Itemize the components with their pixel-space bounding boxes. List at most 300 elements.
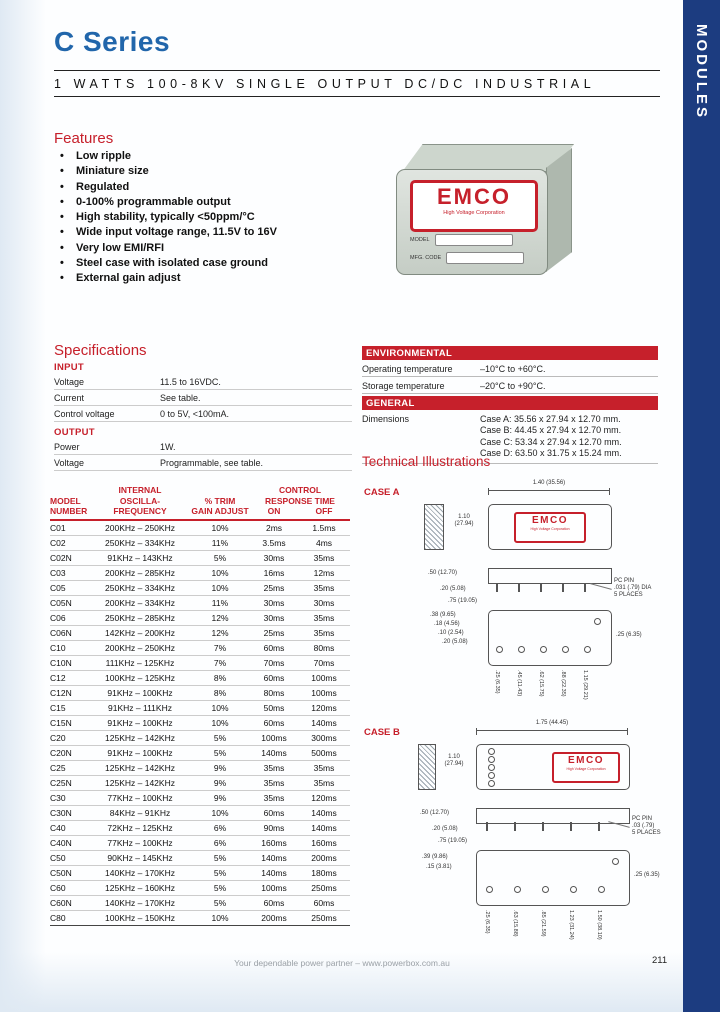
- cell-trim: 11%: [190, 595, 250, 610]
- emco-logo: [514, 512, 586, 543]
- dimensions-values: [480, 414, 622, 460]
- table-row: [50, 565, 350, 580]
- model-field-row: [410, 234, 513, 246]
- cell-frequency: 100KHz – 125KHz: [90, 670, 190, 685]
- pin-circle: [594, 618, 601, 625]
- cell-on: 140ms: [250, 850, 298, 865]
- table-row: [50, 880, 350, 895]
- brand-tagline: High Voltage Corporation: [443, 210, 505, 216]
- cell-model: C15N: [50, 715, 90, 730]
- dim-label: .75 (19.05): [438, 838, 468, 844]
- cell-frequency: 125KHz – 142KHz: [90, 760, 190, 775]
- end-view: [418, 744, 436, 790]
- features-heading: Features: [54, 130, 114, 147]
- table-row: [50, 670, 350, 685]
- cell-on: 70ms: [250, 655, 298, 670]
- cell-off: 35ms: [298, 610, 350, 625]
- cell-trim: 8%: [190, 685, 250, 700]
- cell-off: 35ms: [298, 760, 350, 775]
- pin-circle: [488, 780, 495, 787]
- product-box-side-face: [546, 148, 572, 272]
- pitch-dim-label: .45 (11.43): [516, 670, 522, 697]
- pitch-dim-label: .88 (22.35): [560, 670, 566, 697]
- dim-label: PC PIN: [632, 816, 653, 822]
- pitch-dim-label: .62 (15.75): [538, 670, 544, 697]
- cell-on: 60ms: [250, 640, 298, 655]
- pin-lead: [562, 583, 564, 592]
- table-row: [50, 760, 350, 775]
- table-row: [50, 520, 350, 536]
- dim-label: 1.75 (44.45): [535, 720, 569, 726]
- cell-trim: 8%: [190, 670, 250, 685]
- cell-on: 90ms: [250, 820, 298, 835]
- cell-off: 4ms: [298, 535, 350, 550]
- pin-lead: [496, 583, 498, 592]
- cell-off: 500ms: [298, 745, 350, 760]
- pin-lead: [584, 583, 586, 592]
- dim-label: .18 (4.56): [434, 621, 460, 627]
- header-cell: RESPONSE TIME: [265, 495, 335, 506]
- pitch-dim-label: .85 (21.59): [540, 910, 546, 937]
- model-table-header: [50, 485, 350, 520]
- cell-model: C20N: [50, 745, 90, 760]
- cell-off: 120ms: [298, 700, 350, 715]
- dim-label: 1.10 (27.94): [444, 754, 464, 767]
- cell-off: 12ms: [298, 565, 350, 580]
- dim-label: .20 (5.08): [440, 586, 466, 592]
- cell-frequency: 111KHz – 125KHz: [90, 655, 190, 670]
- cell-off: 140ms: [298, 805, 350, 820]
- cell-frequency: 250KHz – 334KHz: [90, 580, 190, 595]
- cell-model: C02N: [50, 550, 90, 565]
- cell-trim: 11%: [190, 535, 250, 550]
- dim-label: .15 (3.81): [426, 864, 452, 870]
- cell-trim: 10%: [190, 700, 250, 715]
- header-cell: INTERNAL: [118, 485, 162, 495]
- case-a-label: CASE A: [364, 487, 400, 498]
- cell-on: 25ms: [250, 580, 298, 595]
- cell-on: 60ms: [250, 805, 298, 820]
- spec-row: [54, 455, 352, 471]
- cell-off: 100ms: [298, 685, 350, 700]
- mfg-code-field-row: [410, 252, 524, 264]
- cell-trim: 10%: [190, 910, 250, 925]
- cell-frequency: 200KHz – 285KHz: [90, 565, 190, 580]
- pin-circle: [540, 646, 547, 653]
- cell-frequency: 125KHz – 142KHz: [90, 730, 190, 745]
- header-cell: [190, 485, 250, 496]
- spec-label: Voltage: [54, 377, 85, 387]
- table-row: [50, 865, 350, 880]
- cell-on: 25ms: [250, 625, 298, 640]
- cell-on: 140ms: [250, 865, 298, 880]
- cell-on: 30ms: [250, 595, 298, 610]
- cell-frequency: 142KHz – 200KHz: [90, 625, 190, 640]
- cell-on: 30ms: [250, 610, 298, 625]
- table-row: [50, 850, 350, 865]
- cell-off: 250ms: [298, 880, 350, 895]
- header-cell: OSCILLA-: [119, 495, 161, 506]
- cell-trim: 6%: [190, 820, 250, 835]
- pin-circle: [584, 646, 591, 653]
- cell-off: 200ms: [298, 850, 350, 865]
- spec-value: See table.: [160, 393, 201, 403]
- cell-on: 60ms: [250, 895, 298, 910]
- pin-circle: [486, 886, 493, 893]
- cell-on: 100ms: [250, 730, 298, 745]
- emco-logo-panel: [410, 180, 538, 232]
- table-row: [50, 910, 350, 925]
- cell-on: 200ms: [250, 910, 298, 925]
- dim-label: .031 (.79) DIA: [614, 585, 652, 591]
- leader-line: [590, 583, 612, 590]
- dimensions-label: Dimensions: [362, 413, 410, 424]
- dim-label: 1.40 (35.56): [532, 480, 566, 486]
- case-a-drawing: [416, 480, 668, 720]
- cell-frequency: 91KHz – 143KHz: [90, 550, 190, 565]
- product-box-front-face: [396, 169, 548, 275]
- brand-tagline: High Voltage Corporation: [530, 527, 570, 531]
- header-cell: FREQUENCY: [90, 506, 190, 520]
- cell-on: 160ms: [250, 835, 298, 850]
- cell-model: C25N: [50, 775, 90, 790]
- model-field-box: [435, 234, 513, 246]
- cell-model: C06: [50, 610, 90, 625]
- cell-off: 1.5ms: [298, 520, 350, 536]
- spec-value: 11.5 to 16VDC.: [160, 377, 221, 387]
- features-list: [58, 149, 277, 287]
- header-cell: [50, 485, 90, 496]
- dimension-line-text: Case D: 63.50 x 31.75 x 15.24 mm.: [480, 448, 622, 458]
- cell-trim: 7%: [190, 640, 250, 655]
- side-view: [488, 568, 612, 584]
- pin-circle: [562, 646, 569, 653]
- cell-model: C10N: [50, 655, 90, 670]
- mfg-code-label: MFG. CODE: [410, 255, 442, 261]
- cell-on: 100ms: [250, 880, 298, 895]
- cell-frequency: 140KHz – 170KHz: [90, 865, 190, 880]
- pin-lead: [542, 822, 544, 831]
- feature-item: • Very low EMI/RFI: [58, 241, 277, 256]
- cell-frequency: 91KHz – 100KHz: [90, 685, 190, 700]
- cell-model: C40N: [50, 835, 90, 850]
- dim-label: PC PIN: [614, 578, 635, 584]
- pin-lead: [518, 583, 520, 592]
- table-row: [50, 895, 350, 910]
- bottom-view: [476, 850, 630, 906]
- pin-lead: [514, 822, 516, 831]
- dim-label: .38 (9.65): [430, 612, 456, 618]
- dim-label: .50 (12.70): [420, 810, 450, 816]
- cell-frequency: 77KHz – 100KHz: [90, 835, 190, 850]
- cell-off: 35ms: [298, 580, 350, 595]
- cell-model: C12: [50, 670, 90, 685]
- pin-lead: [486, 822, 488, 831]
- technical-illustrations-heading: Technical Illustrations: [362, 454, 491, 469]
- side-tab: [683, 0, 720, 1012]
- dim-label: 5 PLACES: [632, 830, 661, 836]
- cell-frequency: 91KHz – 111KHz: [90, 700, 190, 715]
- cell-model: C50: [50, 850, 90, 865]
- feature-item: • Low ripple: [58, 149, 277, 164]
- end-view: [424, 504, 444, 550]
- cell-trim: 10%: [190, 715, 250, 730]
- cell-frequency: 77KHz – 100KHz: [90, 790, 190, 805]
- dimension-line-text: Case A: 35.56 x 27.94 x 12.70 mm.: [480, 413, 621, 424]
- cell-on: 35ms: [250, 790, 298, 805]
- cell-model: C30: [50, 790, 90, 805]
- spec-row: [54, 374, 352, 390]
- spec-label: Current: [54, 393, 85, 403]
- table-row: [50, 655, 350, 670]
- pitch-dim-label: 1.50 (38.10): [596, 910, 602, 940]
- spec-value: 1W.: [160, 442, 176, 452]
- cell-model: C02: [50, 535, 90, 550]
- header-cell: NUMBER: [50, 506, 90, 520]
- cell-trim: 6%: [190, 835, 250, 850]
- cell-model: C05: [50, 580, 90, 595]
- cell-frequency: 200KHz – 250KHz: [90, 640, 190, 655]
- header-cell: CONTROL: [278, 485, 322, 495]
- cell-off: 35ms: [298, 775, 350, 790]
- cell-trim: 5%: [190, 550, 250, 565]
- env-row: [362, 377, 658, 394]
- cell-frequency: 84KHz – 91KHz: [90, 805, 190, 820]
- environmental-heading: ENVIRONMENTAL: [362, 346, 658, 360]
- cell-model: C50N: [50, 865, 90, 880]
- cell-trim: 5%: [190, 850, 250, 865]
- pin-circle: [514, 886, 521, 893]
- output-subheading: OUTPUT: [54, 427, 95, 438]
- environmental-general-block: [362, 346, 658, 464]
- dim-label: .03 (.79): [632, 823, 655, 829]
- emco-logo: [552, 752, 620, 783]
- cell-trim: 5%: [190, 895, 250, 910]
- table-row: [50, 700, 350, 715]
- table-row: [50, 790, 350, 805]
- dim-label: .20 (5.08): [432, 826, 458, 832]
- dim-label: .10 (2.54): [438, 630, 464, 636]
- cell-off: 70ms: [298, 655, 350, 670]
- cell-off: 140ms: [298, 715, 350, 730]
- cell-model: C06N: [50, 625, 90, 640]
- mfg-code-field-box: [446, 252, 524, 264]
- cell-model: C12N: [50, 685, 90, 700]
- model-table: [50, 485, 350, 926]
- table-row: [50, 595, 350, 610]
- dim-label: .25 (6.35): [634, 872, 660, 878]
- feature-item: • Miniature size: [58, 164, 277, 179]
- table-row: [50, 775, 350, 790]
- cell-on: 60ms: [250, 715, 298, 730]
- table-row: [50, 685, 350, 700]
- feature-item: • Steel case with isolated case ground: [58, 256, 277, 271]
- cell-on: 35ms: [250, 760, 298, 775]
- cell-off: 60ms: [298, 895, 350, 910]
- cell-trim: 10%: [190, 805, 250, 820]
- cell-off: 120ms: [298, 790, 350, 805]
- brand-tagline: High Voltage Corporation: [566, 767, 606, 771]
- pin-circle: [598, 886, 605, 893]
- pin-circle: [570, 886, 577, 893]
- pin-circle: [488, 764, 495, 771]
- cell-model: C01: [50, 520, 90, 536]
- product-image: [396, 142, 580, 294]
- brand-name: EMCO: [532, 515, 568, 526]
- cell-on: 60ms: [250, 670, 298, 685]
- table-row: [50, 535, 350, 550]
- footer-text: Your dependable power partner – www.powerbox.com.au: [234, 958, 450, 968]
- cell-frequency: 125KHz – 142KHz: [90, 775, 190, 790]
- brand-name: EMCO: [437, 184, 511, 209]
- feature-item: • External gain adjust: [58, 271, 277, 286]
- cell-frequency: 90KHz – 145KHz: [90, 850, 190, 865]
- cell-on: 16ms: [250, 565, 298, 580]
- cell-model: C15: [50, 700, 90, 715]
- cell-trim: 9%: [190, 760, 250, 775]
- general-heading: GENERAL: [362, 396, 658, 410]
- table-row: [50, 730, 350, 745]
- table-row: [50, 550, 350, 565]
- spec-label: Power: [54, 442, 80, 452]
- cell-on: 80ms: [250, 685, 298, 700]
- page-title: C Series: [54, 26, 171, 57]
- model-table-body: [50, 520, 350, 926]
- cell-model: C10: [50, 640, 90, 655]
- table-row: [50, 805, 350, 820]
- pitch-dim-label: .63 (15.88): [512, 910, 518, 937]
- table-row: [50, 745, 350, 760]
- cell-model: C25: [50, 760, 90, 775]
- header-cell: MODEL: [50, 495, 81, 506]
- cell-off: 180ms: [298, 865, 350, 880]
- cell-frequency: 200KHz – 250KHz: [90, 520, 190, 536]
- cell-trim: 5%: [190, 730, 250, 745]
- dim-label: .75 (19.05): [448, 598, 478, 604]
- pitch-dim-label: 1.15 (29.21): [582, 670, 588, 700]
- feature-item: • 0-100% programmable output: [58, 195, 277, 210]
- case-b-label: CASE B: [364, 727, 400, 738]
- table-row: [50, 625, 350, 640]
- table-row: [50, 835, 350, 850]
- cell-model: C20: [50, 730, 90, 745]
- dimension-line-text: Case B: 44.45 x 27.94 x 12.70 mm.: [480, 425, 622, 435]
- cell-trim: 9%: [190, 790, 250, 805]
- cell-trim: 10%: [190, 565, 250, 580]
- cell-model: C40: [50, 820, 90, 835]
- header-cell: GAIN ADJUST: [190, 506, 250, 520]
- table-row: [50, 640, 350, 655]
- cell-trim: 5%: [190, 880, 250, 895]
- table-row: [50, 820, 350, 835]
- cell-off: 250ms: [298, 910, 350, 925]
- cell-model: C05N: [50, 595, 90, 610]
- cell-trim: 9%: [190, 775, 250, 790]
- cell-frequency: 250KHz – 334KHz: [90, 535, 190, 550]
- cell-trim: 10%: [190, 520, 250, 536]
- cell-frequency: 125KHz – 160KHz: [90, 880, 190, 895]
- bottom-view: [488, 610, 612, 666]
- spec-row: [54, 406, 352, 422]
- cell-trim: 12%: [190, 610, 250, 625]
- header-cell: ON: [250, 506, 298, 520]
- cell-frequency: 91KHz – 100KHz: [90, 745, 190, 760]
- cell-off: 30ms: [298, 595, 350, 610]
- cell-trim: 5%: [190, 745, 250, 760]
- cell-frequency: 140KHz – 170KHz: [90, 895, 190, 910]
- cell-off: 140ms: [298, 820, 350, 835]
- feature-item: • Wide input voltage range, 11.5V to 16V: [58, 225, 277, 240]
- cell-model: C80: [50, 910, 90, 925]
- dim-label: .25 (6.35): [616, 632, 642, 638]
- cell-on: 50ms: [250, 700, 298, 715]
- cell-on: 3.5ms: [250, 535, 298, 550]
- page-number: 211: [652, 955, 668, 966]
- cell-on: 30ms: [250, 550, 298, 565]
- cell-off: 100ms: [298, 670, 350, 685]
- cell-off: 160ms: [298, 835, 350, 850]
- spec-row: [54, 439, 352, 455]
- spec-value: Programmable, see table.: [160, 458, 264, 468]
- pitch-dim-label: .25 (6.35): [494, 670, 500, 694]
- output-spec-block: [54, 439, 352, 471]
- cell-off: 35ms: [298, 625, 350, 640]
- pin-circle: [496, 646, 503, 653]
- dim-label: 5 PLACES: [614, 592, 643, 598]
- cell-trim: 7%: [190, 655, 250, 670]
- cell-off: 35ms: [298, 550, 350, 565]
- spec-row: [54, 390, 352, 406]
- cell-model: C60: [50, 880, 90, 895]
- cell-frequency: 200KHz – 334KHz: [90, 595, 190, 610]
- dim-label: 1.10 (27.94): [454, 514, 474, 527]
- spec-label: Control voltage: [54, 409, 115, 419]
- spec-value: 0 to 5V, <100mA.: [160, 409, 229, 419]
- table-row: [50, 580, 350, 595]
- page-subtitle: 1 WATTS 100-8KV SINGLE OUTPUT DC/DC INDUSTRIAL: [54, 70, 660, 97]
- env-row: [362, 360, 658, 377]
- dimension-line: [488, 490, 610, 491]
- side-view: [476, 808, 630, 824]
- env-value: –10°C to +60°C.: [480, 363, 546, 374]
- cell-model: C30N: [50, 805, 90, 820]
- pitch-dim-label: 1.23 (31.24): [568, 910, 574, 940]
- env-label: Storage temperature: [362, 380, 445, 391]
- pin-lead: [570, 822, 572, 831]
- dim-label: .39 (9.86): [422, 854, 448, 860]
- cell-on: 35ms: [250, 775, 298, 790]
- feature-item: • High stability, typically <50ppm/°C: [58, 210, 277, 225]
- pin-circle: [488, 772, 495, 779]
- feature-item: • Regulated: [58, 180, 277, 195]
- cell-trim: 12%: [190, 625, 250, 640]
- cell-trim: 10%: [190, 580, 250, 595]
- input-spec-block: [54, 374, 352, 422]
- dimension-line-text: Case C: 53.34 x 27.94 x 12.70 mm.: [480, 436, 622, 447]
- case-b-drawing: [416, 720, 668, 940]
- pin-circle: [518, 646, 525, 653]
- env-label: Operating temperature: [362, 363, 453, 374]
- brand-name: EMCO: [568, 755, 604, 766]
- cell-on: 2ms: [250, 520, 298, 536]
- pin-lead: [598, 822, 600, 831]
- dimension-line: [476, 730, 628, 731]
- pin-circle: [488, 748, 495, 755]
- model-label: MODEL: [410, 237, 430, 243]
- cell-off: 80ms: [298, 640, 350, 655]
- table-row: [50, 715, 350, 730]
- table-row: [50, 610, 350, 625]
